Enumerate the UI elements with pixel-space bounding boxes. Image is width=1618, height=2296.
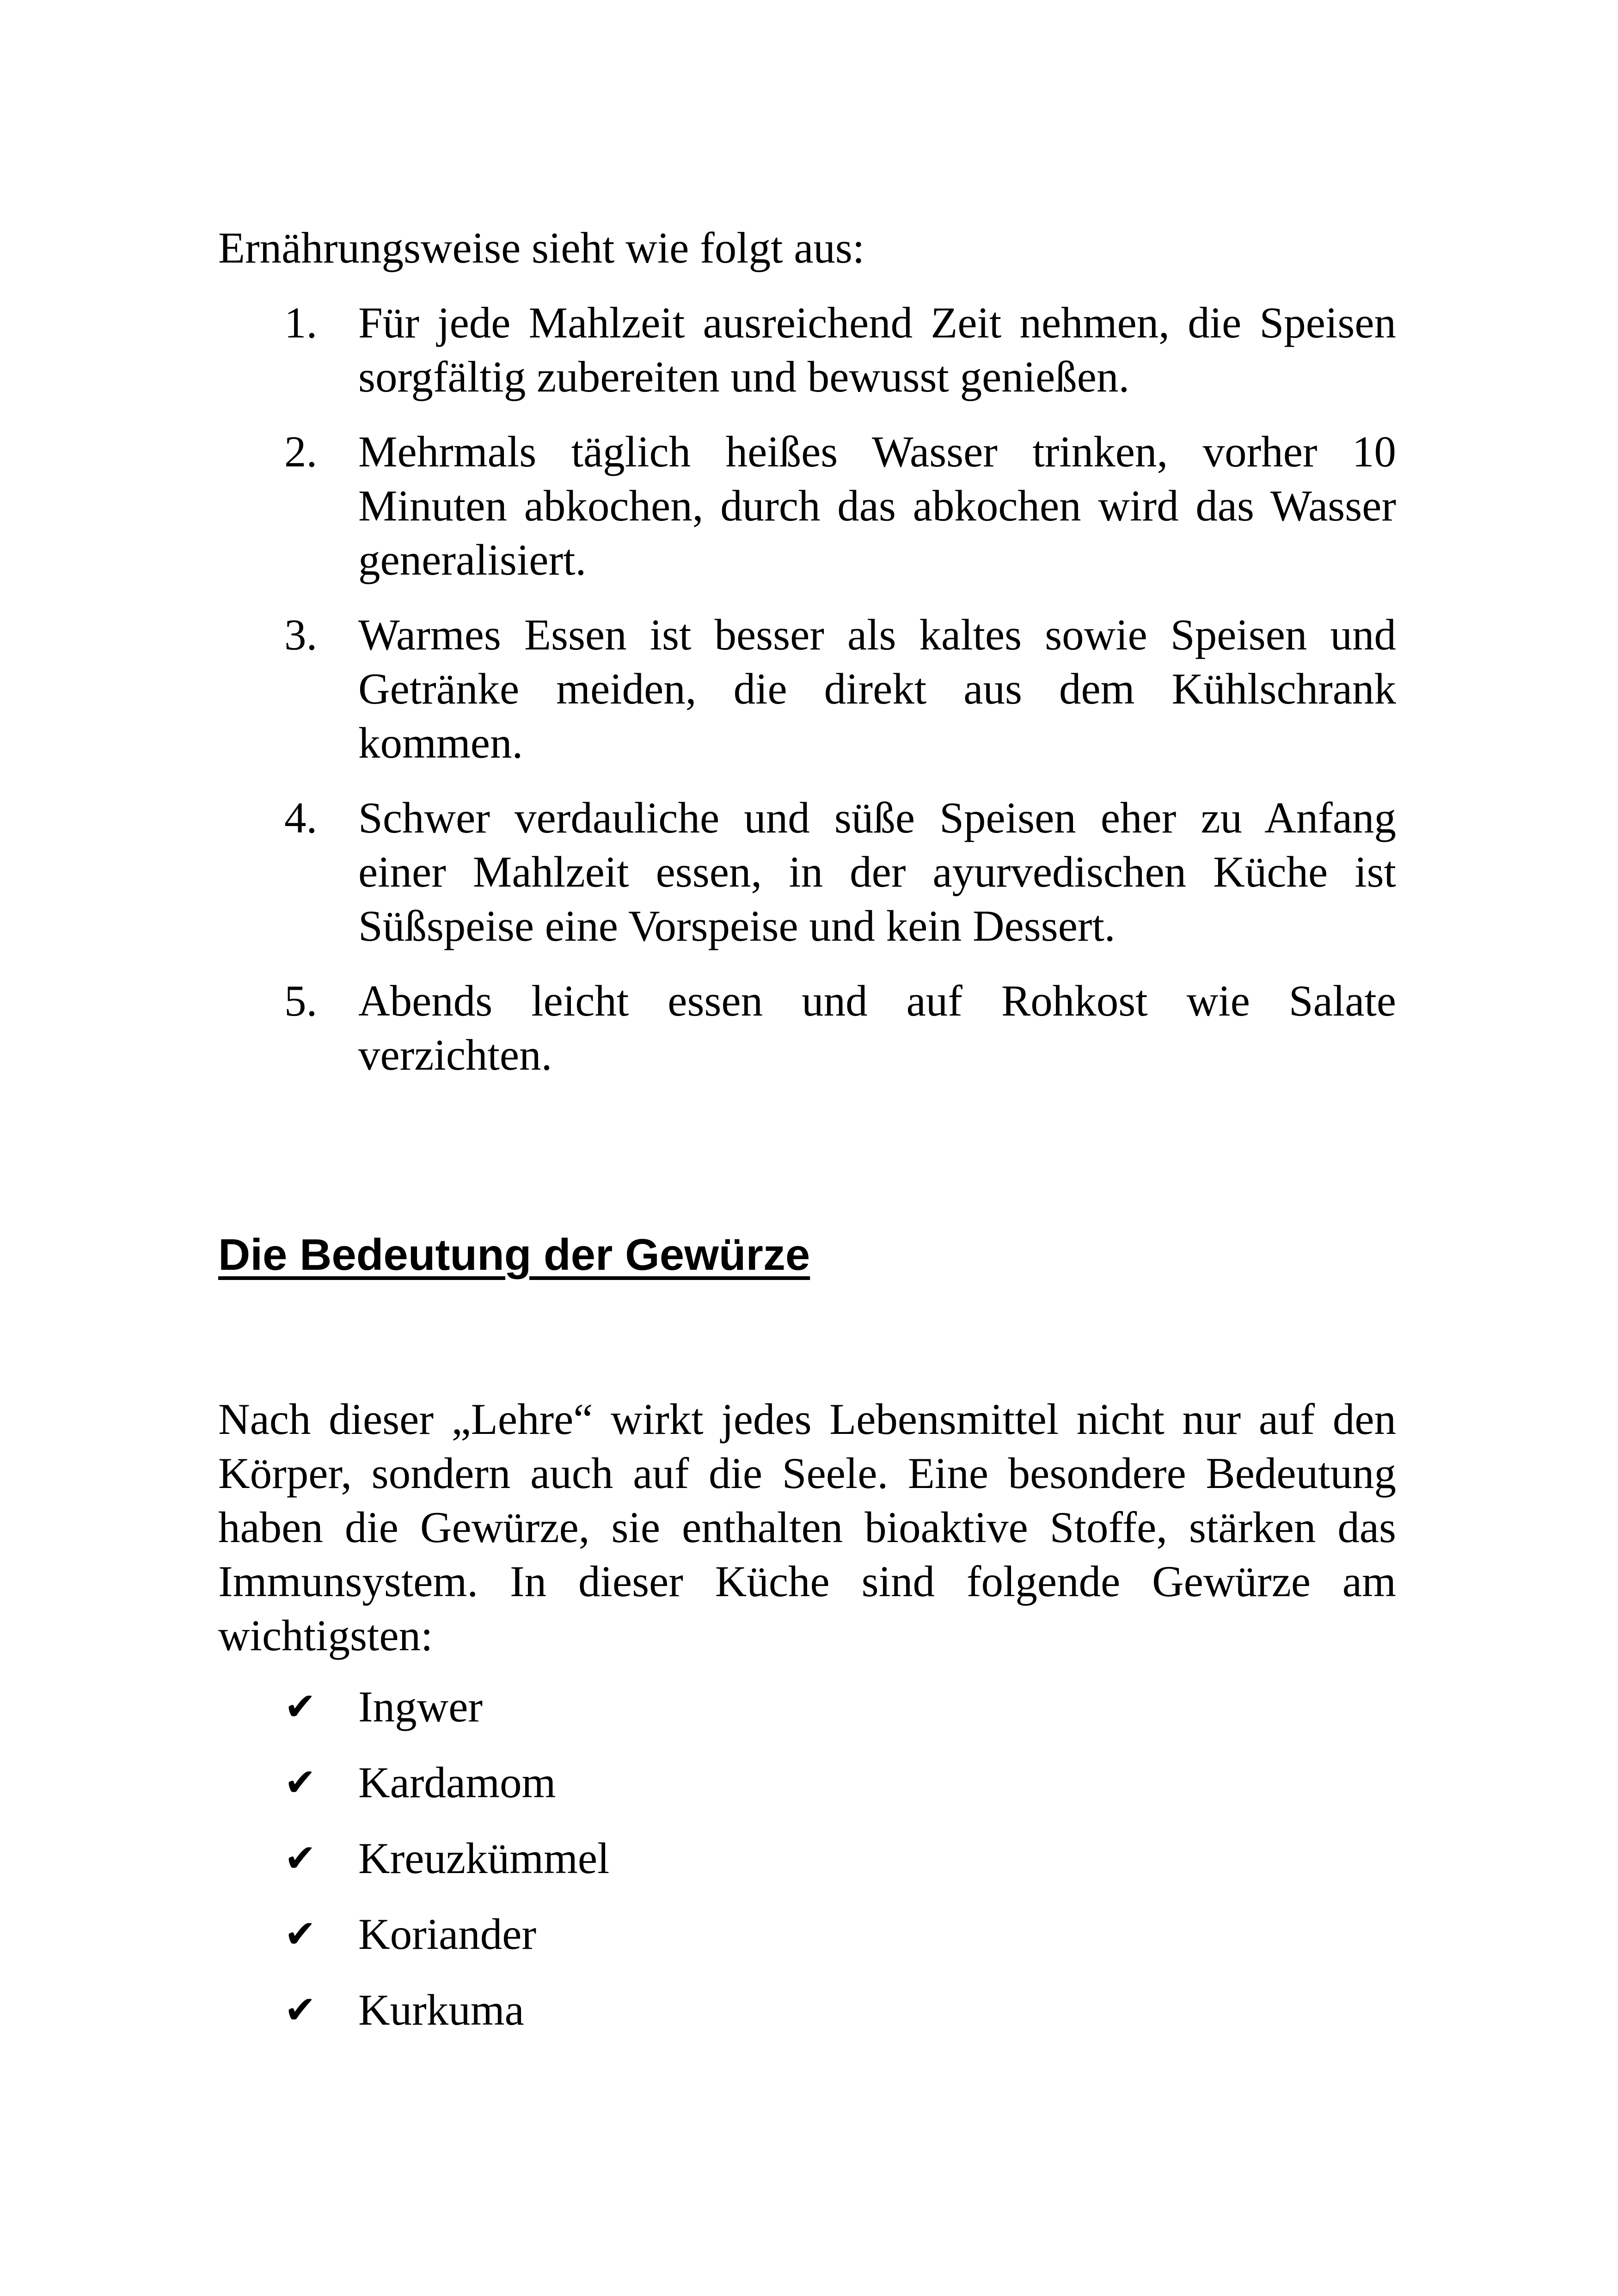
list-item bbox=[218, 608, 1396, 770]
list-item bbox=[218, 296, 1396, 404]
list-item bbox=[218, 425, 1396, 587]
list-item bbox=[218, 791, 1396, 953]
list-item-text: Für jede Mahlzeit ausreichend Zeit nehmen, die Speisen sorgfältig zubereiten und bewusst genießen. bbox=[358, 298, 1396, 401]
intro-text: Ernährungsweise sieht wie folgt aus: bbox=[218, 223, 865, 272]
list-item-number: 3. bbox=[284, 610, 318, 659]
spice-list-item bbox=[218, 1756, 1396, 1810]
checkmark-icon: ✔ bbox=[284, 1837, 316, 1880]
spice-name: Kardamom bbox=[358, 1758, 556, 1807]
checkmark-icon: ✔ bbox=[284, 1761, 316, 1805]
list-item-text: Schwer verdauliche und süße Speisen eher zu Anfang einer Mahlzeit essen, in der ayurvedischen Küche ist Süßspeise eine Vorspeise und kein Dessert. bbox=[358, 793, 1396, 950]
list-item-number: 2. bbox=[284, 427, 318, 476]
checkmark-icon: ✔ bbox=[284, 1988, 316, 2032]
checkmark-icon: ✔ bbox=[284, 1912, 316, 1956]
checkmark-icon: ✔ bbox=[284, 1685, 316, 1729]
list-item-text: Mehrmals täglich heißes Wasser trinken, vorher 10 Minuten abkochen, durch das abkochen wird das Wasser generalisiert. bbox=[358, 427, 1396, 584]
spice-name: Koriander bbox=[358, 1910, 537, 1959]
spice-list bbox=[218, 1680, 1396, 2059]
body-paragraph: Nach dieser „Lehre“ wirkt jedes Lebensmittel nicht nur auf den Körper, sondern auch auf die Seele. Eine besondere Bedeutung haben die Gewürze, sie enthalten bioaktive Stoffe, stärken das Immunsystem. In dieser Küche sind folgende Gewürze am wichtigsten: bbox=[218, 1395, 1396, 1660]
spice-list-item bbox=[218, 1907, 1396, 1961]
list-item bbox=[218, 974, 1396, 1082]
spice-name: Ingwer bbox=[358, 1682, 483, 1731]
list-item-number: 5. bbox=[284, 976, 318, 1025]
list-item-number: 4. bbox=[284, 793, 318, 842]
spice-name: Kurkuma bbox=[358, 1985, 524, 2034]
spice-list-item bbox=[218, 1983, 1396, 2037]
list-item-text: Abends leicht essen und auf Rohkost wie Salate verzichten. bbox=[358, 976, 1396, 1079]
spice-list-item bbox=[218, 1831, 1396, 1886]
numbered-list bbox=[218, 296, 1396, 1103]
spice-name: Kreuzkümmel bbox=[358, 1834, 610, 1883]
section-heading: Die Bedeutung der Gewürze bbox=[218, 1230, 810, 1280]
list-item-number: 1. bbox=[284, 298, 318, 347]
spice-list-item bbox=[218, 1680, 1396, 1734]
list-item-text: Warmes Essen ist besser als kaltes sowie Speisen und Getränke meiden, die direkt aus dem Kühlschrank kommen. bbox=[358, 610, 1396, 767]
